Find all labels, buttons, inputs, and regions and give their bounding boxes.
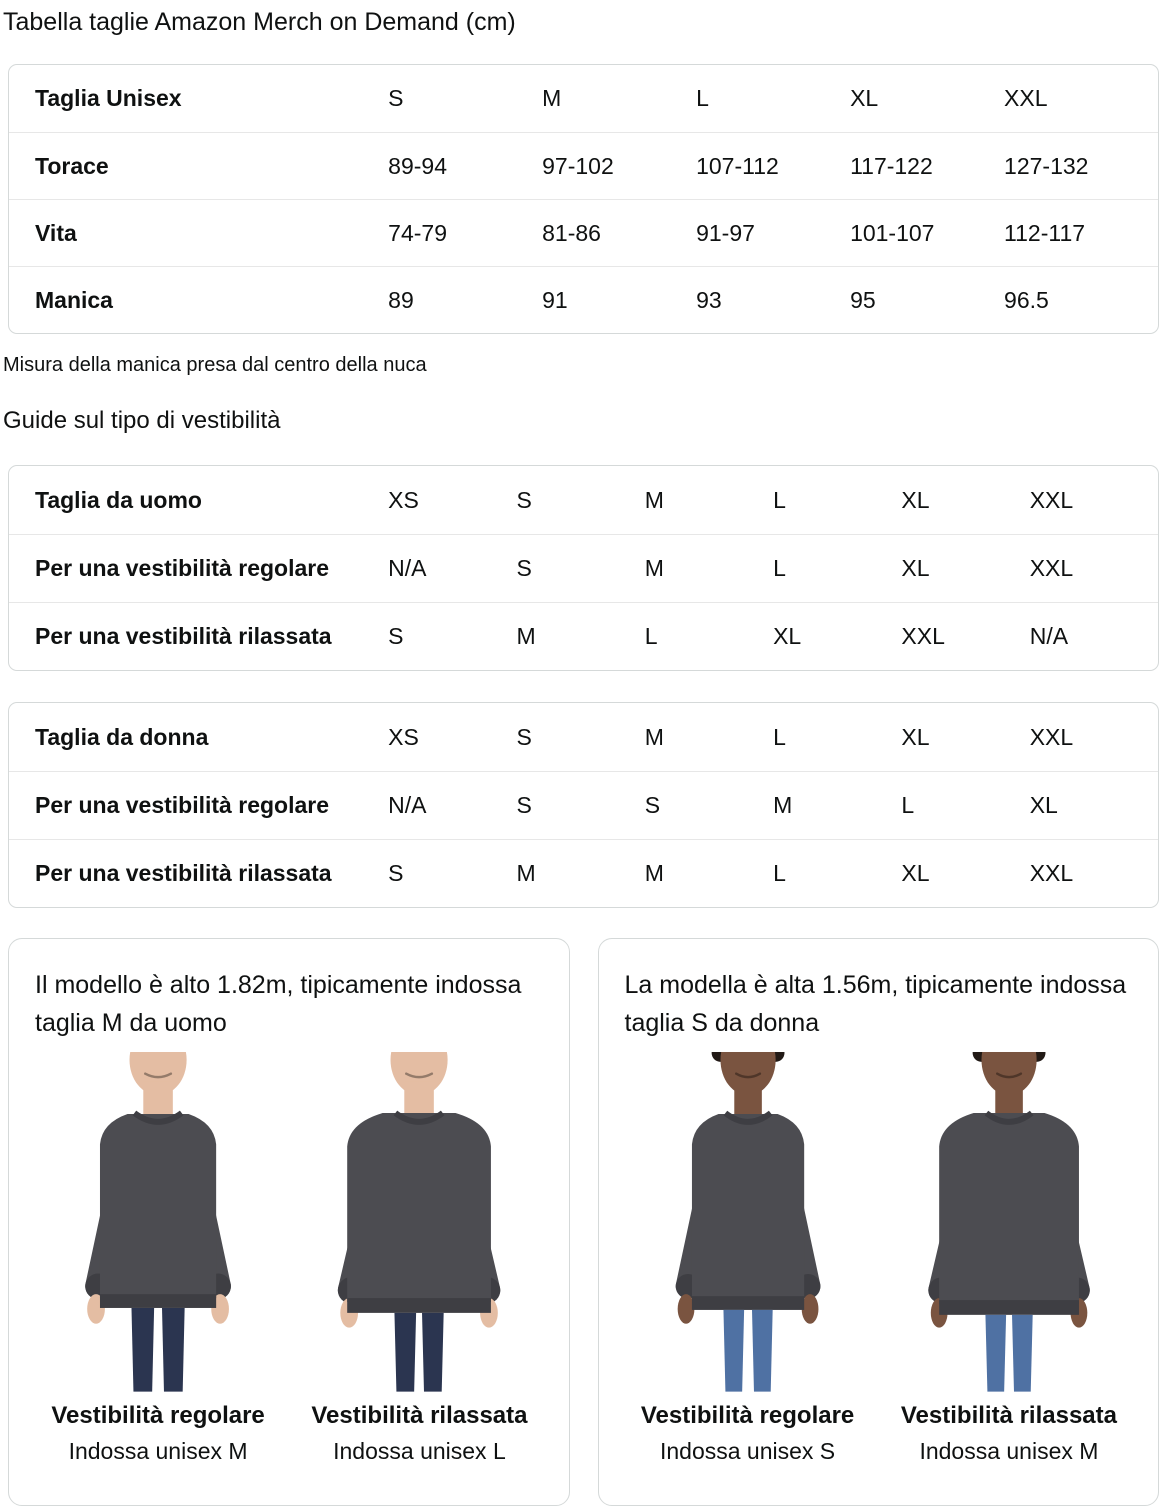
- table-header-row: [9, 466, 1158, 534]
- column-header: M: [644, 723, 664, 750]
- row-label: Vita: [35, 219, 77, 246]
- worn-size-label: Indossa unisex M: [919, 1437, 1099, 1464]
- model-description: Il modello è alto 1.82m, tipicamente indossa taglia M da uomo: [35, 971, 522, 1037]
- row-label: Taglia da donna: [35, 723, 209, 750]
- fit-guide-title: Guide sul tipo di vestibilità: [3, 407, 281, 434]
- female-regular-fit-figure: [625, 1052, 871, 1465]
- worn-size-label: Indossa unisex M: [68, 1437, 248, 1464]
- model-cards: [8, 938, 1159, 1506]
- fit-type-label: Vestibilità regolare: [640, 1401, 855, 1429]
- table-cell: 89: [388, 286, 414, 313]
- table-cell: S: [516, 555, 532, 581]
- column-header: L: [773, 486, 786, 513]
- table-header-row: [9, 65, 1158, 132]
- table-row: [9, 132, 1158, 199]
- table-cell: XXL: [1029, 555, 1074, 581]
- column-header: XXL: [1029, 723, 1074, 750]
- table-cell: N/A: [1029, 623, 1069, 649]
- row-label: Per una vestibilità regolare: [35, 792, 330, 818]
- table-cell: 112-117: [1004, 219, 1086, 246]
- table-cell: M: [516, 860, 536, 886]
- table-cell: 91-97: [696, 219, 755, 246]
- female-regular-fit-photo: [625, 1052, 871, 1392]
- row-label: Torace: [35, 152, 109, 179]
- male-model-card: [8, 938, 570, 1506]
- table-cell: 117-122: [850, 152, 933, 179]
- table-cell: 96.5: [1004, 286, 1049, 313]
- table-cell: S: [644, 792, 661, 818]
- column-header: XL: [901, 486, 930, 513]
- table-cell: L: [773, 860, 786, 886]
- table-cell: 81-86: [542, 219, 601, 246]
- row-label: Manica: [35, 286, 113, 313]
- model-description: La modella è alta 1.56m, tipicamente indossa taglia S da donna: [624, 971, 1127, 1037]
- column-header: XXL: [1004, 85, 1048, 111]
- women-fit-table: [8, 702, 1159, 908]
- column-header: L: [696, 85, 709, 111]
- column-header: XL: [850, 85, 879, 111]
- row-label: Per una vestibilità regolare: [35, 555, 330, 581]
- model-figures: [625, 1052, 1133, 1465]
- table-cell: 91: [542, 286, 568, 313]
- table-cell: 127-132: [1004, 152, 1089, 179]
- table-row: [9, 602, 1158, 670]
- row-label: Taglia da uomo: [35, 486, 202, 513]
- column-header: S: [516, 723, 532, 750]
- fit-type-label: Vestibilità rilassata: [900, 1401, 1117, 1429]
- table-cell: L: [644, 623, 658, 649]
- table-cell: 74-79: [388, 219, 447, 246]
- table-cell: L: [901, 792, 915, 818]
- table-row: [9, 199, 1158, 266]
- table-cell: L: [773, 555, 786, 581]
- row-label: Per una vestibilità rilassata: [35, 860, 332, 886]
- column-header: M: [644, 486, 664, 513]
- column-header: S: [516, 486, 532, 513]
- male-relaxed-fit-photo: [296, 1052, 542, 1392]
- table-cell: 89-94: [388, 152, 447, 179]
- table-cell: 101-107: [850, 219, 935, 246]
- table-cell: XL: [773, 623, 802, 649]
- table-cell: 93: [696, 286, 722, 313]
- worn-size-label: Indossa unisex S: [659, 1437, 836, 1464]
- table-cell: XL: [1029, 792, 1058, 818]
- female-model-card: [598, 938, 1160, 1506]
- model-figures: [35, 1052, 543, 1465]
- table-cell: 95: [850, 286, 876, 313]
- table-row: [9, 534, 1158, 602]
- column-header: XS: [388, 723, 419, 750]
- table-cell: M: [644, 555, 664, 581]
- male-regular-fit-figure: [35, 1052, 281, 1465]
- column-header: L: [773, 723, 786, 750]
- row-label: Taglia Unisex: [35, 85, 182, 111]
- table-cell: S: [388, 860, 404, 886]
- table-cell: S: [516, 792, 532, 818]
- unisex-size-table: [8, 64, 1159, 334]
- table-header-row: [9, 703, 1158, 771]
- column-header: XXL: [1029, 486, 1074, 513]
- men-fit-table: [8, 465, 1159, 671]
- column-header: S: [388, 85, 404, 111]
- column-header: M: [542, 85, 562, 111]
- table-row: [9, 839, 1158, 907]
- table-cell: M: [516, 623, 536, 649]
- female-relaxed-fit-figure: [886, 1052, 1132, 1465]
- table-cell: XXL: [1029, 860, 1074, 886]
- table-cell: N/A: [388, 792, 427, 818]
- fit-type-label: Vestibilità rilassata: [311, 1401, 528, 1429]
- worn-size-label: Indossa unisex L: [333, 1437, 506, 1464]
- table-cell: 97-102: [542, 152, 614, 179]
- row-label: Per una vestibilità rilassata: [35, 623, 332, 649]
- page-title: Tabella taglie Amazon Merch on Demand (cm): [3, 8, 516, 36]
- table-cell: XXL: [901, 623, 945, 649]
- table-cell: N/A: [388, 555, 427, 581]
- male-relaxed-fit-figure: [296, 1052, 542, 1465]
- table-cell: 107-112: [696, 152, 779, 179]
- sleeve-measure-footnote: Misura della manica presa dal centro della nuca: [3, 354, 427, 376]
- table-cell: M: [644, 860, 664, 886]
- column-header: XL: [901, 723, 930, 750]
- female-relaxed-fit-photo: [886, 1052, 1132, 1392]
- table-cell: XL: [901, 555, 930, 581]
- male-regular-fit-photo: [35, 1052, 281, 1392]
- column-header: XS: [388, 486, 419, 513]
- table-cell: XL: [901, 860, 930, 886]
- table-row: [9, 266, 1158, 333]
- fit-type-label: Vestibilità regolare: [51, 1401, 265, 1429]
- table-row: [9, 771, 1158, 839]
- table-cell: M: [773, 792, 793, 818]
- table-cell: S: [388, 623, 404, 649]
